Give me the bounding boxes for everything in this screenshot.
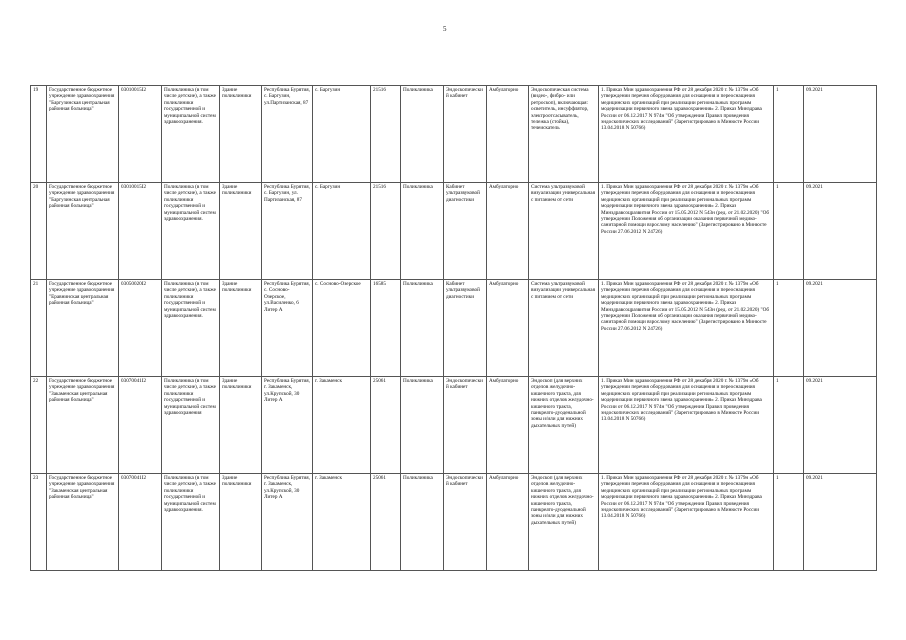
date-cell: 09.2021 [804, 280, 877, 377]
equipment-cell: Эндоскопическая система (видео-, фибро- или ретроскоп), включающая: осветитель, инсуффлятор, электроотсасыватель, тележка (стойка), течеискатель [529, 86, 599, 183]
row-number-cell: 20 [31, 183, 47, 280]
locality-code-cell: 21516 [371, 86, 401, 183]
row-number-cell: 23 [31, 474, 47, 571]
facility-cell: Поликлиника [401, 474, 444, 571]
quantity-cell: 1 [774, 280, 804, 377]
cabinet-cell: Эндоскопический кабинет [444, 86, 487, 183]
date-cell: 09.2021 [804, 474, 877, 571]
unit-type-cell: Поликлиника (в том числе детские), а также поликлиники государственной и муниципальной систем здравоохранения [162, 377, 220, 474]
legal-basis-cell: 1. Приказ Мин здравоохранения РФ от 28 декабря 2020 г. № 1379н «Об утверждении перечня оборудования для оснащения и переоснащения медицинских организаций при реализации региональных программ модернизации первичного звена здравоохранения» 2. Приказ Минздрава России от 06.12.2017 N 974н "Об утверждении Правил проведения эндоскопических исследований" (Зарегистрировано в Минюсте России 13.04.2018 N 50766) [599, 377, 774, 474]
code-cell: 03010015I2 [119, 183, 162, 280]
equipment-cell: Система ультразвуковой визуализации универсальная с питанием от сети [529, 280, 599, 377]
unit-type-cell: Поликлиника (в том числе детские), а также поликлиники государственной и муниципальной систем здравоохранения. [162, 183, 220, 280]
locality-cell: с. Баргузин [313, 183, 371, 280]
facility-cell: Поликлиника [401, 86, 444, 183]
row-number-cell: 22 [31, 377, 47, 474]
page-number: 5 [443, 25, 447, 33]
organization-cell: Государственное бюджетное учреждение здравоохранения "Закаменская центральная районная больница" [47, 474, 119, 571]
care-type-cell: Амбулаторно [487, 474, 529, 571]
organization-cell: Государственное бюджетное учреждение здравоохранения "Баргузинская центральная районная больница" [47, 86, 119, 183]
locality-cell: с. Баргузин [313, 86, 371, 183]
care-type-cell: Амбулаторно [487, 183, 529, 280]
equipment-cell: Эндоскоп (для верхних отделов желудочно-кишечного тракта, для нижних отделов желудочно-кишечного тракта, панкреато-дуоденальной зоны и/или для нижних дыхательных путей) [529, 474, 599, 571]
organization-cell: Государственное бюджетное учреждение здравоохранения "Закаменская центральная районная больница" [47, 377, 119, 474]
care-type-cell: Амбулаторно [487, 86, 529, 183]
organization-cell: Государственное бюджетное учреждение здравоохранения "Еравнинская центральная районная больница" [47, 280, 119, 377]
quantity-cell: 1 [774, 474, 804, 571]
unit-type-cell: Поликлиника (в том числе детские), а также поликлиники государственной и муниципальной систем здравоохранения. [162, 474, 220, 571]
address-cell: Республика Бурятия, с. Сосново-Озерское, ул.Василенко, 6 Литер А [262, 280, 313, 377]
address-cell: Республика Бурятия, с. Баргузин, ул.Партизанская, 87 [262, 86, 313, 183]
equipment-cell: Система ультразвуковой визуализации универсальная с питанием от сети [529, 183, 599, 280]
locality-cell: г. Закаменск [313, 377, 371, 474]
locality-code-cell: 25061 [371, 377, 401, 474]
building-cell: Здание поликлиники [220, 86, 262, 183]
code-cell: 03050020I2 [119, 280, 162, 377]
table-row [31, 280, 877, 377]
legal-basis-cell: 1. Приказ Мин здравоохранения РФ от 28 декабря 2020 г. № 1379н «Об утверждении перечня оборудования для оснащения и переоснащения медицинских организаций при реализации региональных программ модернизации первичного звена здравоохранения» 2. Приказ Минздравсоцразвития России от 15.05.2012 N 543н (ред. от 21.02.2020) "Об утверждении Положения об организации оказания первичной медико-санитарной помощи взрослому населению" (Зарегистрировано в Минюсте России 27.06.2012 N 24726) [599, 280, 774, 377]
equipment-cell: Эндоскоп (для верхних отделов желудочно-кишечного тракта, для нижних отделов желудочно-кишечного тракта, панкреато-дуоденальной зоны и/или для нижних дыхательных путей) [529, 377, 599, 474]
cabinet-cell: Эндоскопический кабинет [444, 474, 487, 571]
care-type-cell: Амбулаторно [487, 377, 529, 474]
building-cell: Здание поликлиники [220, 377, 262, 474]
row-number-cell: 19 [31, 86, 47, 183]
date-cell: 09.2021 [804, 377, 877, 474]
quantity-cell: 1 [774, 183, 804, 280]
address-cell: Республика Бурятия, г. Закаменск, ул.Крупской, 30 Литер А [262, 474, 313, 571]
table-row [31, 86, 877, 183]
cabinet-cell: Кабинет ультразвуковой диагностики [444, 280, 487, 377]
locality-cell: с. Сосново-Озерское [313, 280, 371, 377]
locality-code-cell: 16585 [371, 280, 401, 377]
facility-cell: Поликлиника [401, 183, 444, 280]
date-cell: 09.2021 [804, 183, 877, 280]
organization-cell: Государственное бюджетное учреждение здравоохранения "Баргузинская центральная районная больница" [47, 183, 119, 280]
table-row [31, 183, 877, 280]
legal-basis-cell: 1. Приказ Мин здравоохранения РФ от 28 декабря 2020 г. № 1379н «Об утверждении перечня оборудования для оснащения и переоснащения медицинских организаций при реализации региональных программ модернизации первичного звена здравоохранения» 2. Приказ Минздравсоцразвития России от 15.05.2012 N 543н (ред. от 21.02.2020) "Об утверждении Положения об организации оказания первичной медико-санитарной помощи взрослому населению" (Зарегистрировано в Минюсте России 27.06.2012 N 24726) [599, 183, 774, 280]
facility-cell: Поликлиника [401, 280, 444, 377]
address-cell: Республика Бурятия, г. Закаменск, ул.Крупской, 30 Литер А [262, 377, 313, 474]
cabinet-cell: Кабинет ультразвуковой диагностики [444, 183, 487, 280]
code-cell: 03070041I2 [119, 474, 162, 571]
unit-type-cell: Поликлиника (в том числе детские), а также поликлиники государственной и муниципальной систем здравоохранения. [162, 86, 220, 183]
building-cell: Здание поликлиники [220, 280, 262, 377]
care-type-cell: Амбулаторно [487, 280, 529, 377]
building-cell: Здание поликлиники [220, 474, 262, 571]
locality-code-cell: 21516 [371, 183, 401, 280]
legal-basis-cell: 1. Приказ Мин здравоохранения РФ от 28 декабря 2020 г. № 1379н «Об утверждении перечня оборудования для оснащения и переоснащения медицинских организаций при реализации региональных программ модернизации первичного звена здравоохранения» 2. Приказ Минздрава России от 06.12.2017 N 974н "Об утверждении Правил проведения эндоскопических исследований" (Зарегистрировано в Минюсте России 13.04.2018 N 50766) [599, 474, 774, 571]
unit-type-cell: Поликлиника (в том числе детские), а также поликлиники государственной и муниципальной систем здравоохранения. [162, 280, 220, 377]
building-cell: Здание поликлиники [220, 183, 262, 280]
locality-code-cell: 25061 [371, 474, 401, 571]
cabinet-cell: Эндоскопический кабинет [444, 377, 487, 474]
legal-basis-cell: 1. Приказ Мин здравоохранения РФ от 28 декабря 2020 г. № 1379н «Об утверждении перечня оборудования для оснащения и переоснащения медицинских организаций при реализации региональных программ модернизации первичного звена здравоохранения» 2. Приказ Минздрава России от 06.12.2017 N 974н "Об утверждении Правил проведения эндоскопических исследований" (Зарегистрировано в Минюсте России 13.04.2018 N 50766) [599, 86, 774, 183]
quantity-cell: 1 [774, 86, 804, 183]
code-cell: 03010015I2 [119, 86, 162, 183]
table-row [31, 377, 877, 474]
quantity-cell: 1 [774, 377, 804, 474]
date-cell: 09.2021 [804, 86, 877, 183]
code-cell: 03070041I2 [119, 377, 162, 474]
facility-cell: Поликлиника [401, 377, 444, 474]
row-number-cell: 21 [31, 280, 47, 377]
table-row [31, 474, 877, 571]
locality-cell: г. Закаменск [313, 474, 371, 571]
address-cell: Республика Бурятия, с. Баргузин, ул. Партизанская, 87 [262, 183, 313, 280]
equipment-table [30, 85, 877, 571]
